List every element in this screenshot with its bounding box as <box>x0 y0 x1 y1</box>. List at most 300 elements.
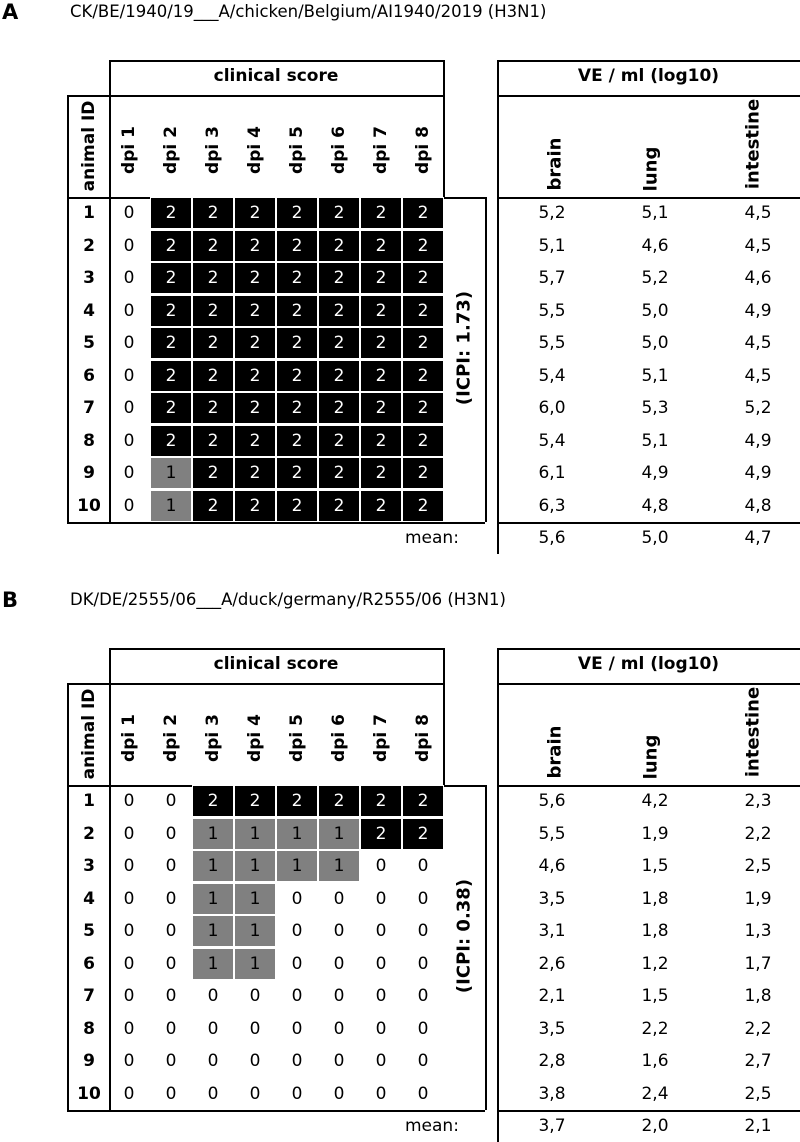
score-cell: 0 <box>291 1083 303 1104</box>
ve-value: 5,5 <box>538 823 566 844</box>
animal-id: 9 <box>83 1051 95 1071</box>
table-border <box>109 60 443 62</box>
score-cell: 2 <box>150 425 192 457</box>
ve-value: 4,9 <box>641 463 669 483</box>
dpi-label: dpi 3 <box>203 126 223 174</box>
score-cell: 0 <box>165 986 177 1006</box>
score-cell: 0 <box>123 856 135 876</box>
ve-value: 6,0 <box>538 398 566 418</box>
table-border <box>497 785 800 787</box>
score-cell: 0 <box>165 1018 177 1039</box>
ve-value: 4,9 <box>744 463 772 483</box>
table-border <box>67 1110 485 1112</box>
score-cell: 0 <box>417 888 429 909</box>
ve-value: 1,8 <box>641 921 669 941</box>
score-cell: 0 <box>165 1051 177 1071</box>
score-cell: 0 <box>417 986 429 1006</box>
score-cell: 0 <box>123 1018 135 1039</box>
animal-id: 5 <box>83 333 95 353</box>
dpi-label: dpi 7 <box>371 126 391 174</box>
animal-id: 10 <box>77 1083 101 1104</box>
score-cell: 2 <box>192 425 234 457</box>
score-cell: 0 <box>375 1083 387 1104</box>
score-cell: 1 <box>150 457 192 489</box>
score-cell: 2 <box>318 360 360 392</box>
score-cell: 0 <box>123 791 135 811</box>
organ-label: brain <box>544 725 566 779</box>
score-cell: 0 <box>249 1051 261 1071</box>
dpi-label: dpi 4 <box>245 126 265 174</box>
ve-value: 2,2 <box>744 823 772 844</box>
score-cell: 0 <box>123 203 135 223</box>
score-cell: 2 <box>150 262 192 294</box>
dpi-label: dpi 8 <box>413 714 433 762</box>
table-border <box>109 648 443 650</box>
score-cell: 2 <box>360 360 402 392</box>
ve-value: 2,2 <box>641 1018 669 1039</box>
score-cell: 0 <box>249 986 261 1006</box>
score-cell: 2 <box>318 392 360 424</box>
mean-value: 5,6 <box>538 528 566 548</box>
score-cell: 2 <box>318 425 360 457</box>
score-cell: 0 <box>375 1051 387 1071</box>
table-border <box>497 648 499 1142</box>
score-cell: 2 <box>234 197 276 229</box>
ve-value: 5,5 <box>538 333 566 353</box>
table-border <box>443 648 445 785</box>
score-cell: 0 <box>123 268 135 288</box>
score-cell: 1 <box>234 883 276 915</box>
score-cell: 0 <box>123 430 135 451</box>
dpi-label: dpi 6 <box>329 126 349 174</box>
dpi-label: dpi 7 <box>371 714 391 762</box>
ve-value: 2,5 <box>744 1083 772 1104</box>
ve-value: 5,3 <box>641 398 669 418</box>
score-cell: 0 <box>207 1051 219 1071</box>
ve-value: 4,2 <box>641 791 669 811</box>
ve-value: 5,2 <box>641 268 669 288</box>
score-cell: 2 <box>318 230 360 262</box>
animal-id: 7 <box>83 398 95 418</box>
animal-id: 3 <box>83 268 95 288</box>
dpi-label: dpi 3 <box>203 714 223 762</box>
dpi-label: dpi 8 <box>413 126 433 174</box>
score-cell: 2 <box>360 425 402 457</box>
mean-label: mean: <box>405 1116 459 1136</box>
ve-value: 4,9 <box>744 430 772 451</box>
score-cell: 1 <box>192 883 234 915</box>
mean-value: 5,0 <box>641 528 669 548</box>
score-cell: 0 <box>333 1051 345 1071</box>
score-cell: 0 <box>123 953 135 974</box>
animal-id: 6 <box>83 365 95 386</box>
score-cell: 0 <box>417 1051 429 1071</box>
score-cell: 2 <box>276 360 318 392</box>
animal-id: 9 <box>83 463 95 483</box>
mean-value: 2,1 <box>744 1116 772 1136</box>
score-cell: 2 <box>276 392 318 424</box>
score-cell: 0 <box>123 235 135 256</box>
score-cell: 2 <box>192 490 234 522</box>
score-cell: 0 <box>249 1018 261 1039</box>
score-cell: 0 <box>123 888 135 909</box>
dpi-label: dpi 2 <box>161 126 181 174</box>
table-border <box>67 683 443 685</box>
clinical-score-header: clinical score <box>213 654 339 674</box>
ve-value: 2,7 <box>744 1051 772 1071</box>
score-cell: 2 <box>360 262 402 294</box>
score-cell: 2 <box>402 425 444 457</box>
ve-value: 2,1 <box>538 986 566 1006</box>
score-cell: 2 <box>360 392 402 424</box>
score-cell: 2 <box>150 295 192 327</box>
score-cell: 0 <box>123 365 135 386</box>
score-cell: 2 <box>276 230 318 262</box>
ve-value: 5,2 <box>538 203 566 223</box>
animal-id-header: animal ID <box>79 100 99 192</box>
ve-value: 4,5 <box>744 365 772 386</box>
ve-value: 2,2 <box>744 1018 772 1039</box>
ve-value: 3,5 <box>538 888 566 909</box>
ve-value: 5,2 <box>744 398 772 418</box>
score-cell: 0 <box>165 953 177 974</box>
score-cell: 0 <box>207 986 219 1006</box>
mean-value: 2,0 <box>641 1116 669 1136</box>
organ-label: intestine <box>742 686 764 778</box>
ve-value: 4,5 <box>744 333 772 353</box>
animal-id: 1 <box>83 203 95 223</box>
table-border <box>497 60 499 554</box>
ve-value: 5,4 <box>538 365 566 386</box>
score-cell: 2 <box>402 490 444 522</box>
ve-header: VE / ml (log10) <box>577 66 720 86</box>
ve-value: 3,1 <box>538 921 566 941</box>
score-cell: 2 <box>192 262 234 294</box>
score-cell: 0 <box>333 888 345 909</box>
clinical-score-header: clinical score <box>213 66 339 86</box>
score-cell: 0 <box>375 856 387 876</box>
ve-value: 1,7 <box>744 953 772 974</box>
score-cell: 2 <box>150 197 192 229</box>
score-cell: 0 <box>165 888 177 909</box>
score-cell: 1 <box>192 850 234 882</box>
score-cell: 0 <box>291 888 303 909</box>
animal-id: 4 <box>83 300 95 321</box>
score-cell: 2 <box>192 197 234 229</box>
score-cell: 2 <box>234 457 276 489</box>
dpi-label: dpi 5 <box>287 714 307 762</box>
animal-id: 4 <box>83 888 95 909</box>
score-cell: 2 <box>276 295 318 327</box>
animal-id: 3 <box>83 856 95 876</box>
ve-value: 5,5 <box>538 300 566 321</box>
score-cell: 0 <box>165 856 177 876</box>
table-border <box>497 95 800 97</box>
score-cell: 1 <box>192 818 234 850</box>
score-cell: 2 <box>318 785 360 817</box>
panel-title: CK/BE/1940/19___A/chicken/Belgium/AI1940/2019 (H3N1) <box>70 2 547 21</box>
score-cell: 2 <box>360 230 402 262</box>
ve-value: 1,2 <box>641 953 669 974</box>
score-cell: 2 <box>318 262 360 294</box>
dpi-label: dpi 4 <box>245 714 265 762</box>
table-border <box>497 648 800 650</box>
score-cell: 2 <box>318 197 360 229</box>
animal-id: 5 <box>83 921 95 941</box>
table-border <box>497 197 800 199</box>
ve-value: 2,8 <box>538 1051 566 1071</box>
score-cell: 0 <box>123 398 135 418</box>
organ-label: lung <box>640 146 662 192</box>
score-cell: 2 <box>192 392 234 424</box>
score-cell: 1 <box>234 948 276 980</box>
score-cell: 0 <box>165 1083 177 1104</box>
score-cell: 0 <box>123 300 135 321</box>
animal-id: 2 <box>83 823 95 844</box>
score-cell: 2 <box>150 392 192 424</box>
ve-value: 3,5 <box>538 1018 566 1039</box>
animal-id: 10 <box>77 495 101 516</box>
score-cell: 0 <box>417 1083 429 1104</box>
score-cell: 0 <box>375 986 387 1006</box>
ve-value: 4,9 <box>744 300 772 321</box>
score-cell: 2 <box>192 230 234 262</box>
score-cell: 2 <box>234 425 276 457</box>
score-cell: 2 <box>276 785 318 817</box>
score-cell: 2 <box>234 490 276 522</box>
ve-value: 1,6 <box>641 1051 669 1071</box>
score-cell: 1 <box>318 818 360 850</box>
score-cell: 2 <box>150 360 192 392</box>
score-cell: 2 <box>234 360 276 392</box>
score-cell: 1 <box>276 850 318 882</box>
score-cell: 2 <box>150 230 192 262</box>
animal-id: 8 <box>83 1018 95 1039</box>
dpi-label: dpi 1 <box>119 714 139 762</box>
ve-value: 6,3 <box>538 495 566 516</box>
ve-value: 2,4 <box>641 1083 669 1104</box>
score-cell: 0 <box>375 953 387 974</box>
animal-id: 7 <box>83 986 95 1006</box>
score-cell: 0 <box>333 953 345 974</box>
organ-label: lung <box>640 734 662 780</box>
score-cell: 0 <box>123 986 135 1006</box>
mean-value: 4,7 <box>744 528 772 548</box>
ve-value: 4,8 <box>744 495 772 516</box>
score-cell: 1 <box>234 850 276 882</box>
mean-value: 3,7 <box>538 1116 566 1136</box>
score-cell: 2 <box>360 327 402 359</box>
score-cell: 0 <box>417 1018 429 1039</box>
animal-id: 8 <box>83 430 95 451</box>
mean-label: mean: <box>405 528 459 548</box>
dpi-label: dpi 2 <box>161 714 181 762</box>
score-cell: 0 <box>375 888 387 909</box>
icpi-label: (ICPI: 0.38) <box>453 878 475 993</box>
ve-value: 1,8 <box>641 888 669 909</box>
score-cell: 2 <box>402 295 444 327</box>
score-cell: 1 <box>192 948 234 980</box>
score-cell: 0 <box>417 921 429 941</box>
ve-value: 1,8 <box>744 986 772 1006</box>
ve-value: 5,0 <box>641 300 669 321</box>
score-cell: 0 <box>165 791 177 811</box>
ve-value: 5,1 <box>641 203 669 223</box>
score-cell: 0 <box>165 823 177 844</box>
ve-value: 4,5 <box>744 235 772 256</box>
score-cell: 2 <box>234 392 276 424</box>
score-cell: 0 <box>291 986 303 1006</box>
score-cell: 2 <box>402 262 444 294</box>
score-cell: 0 <box>291 921 303 941</box>
score-cell: 2 <box>360 457 402 489</box>
organ-label: brain <box>544 137 566 191</box>
score-cell: 0 <box>375 921 387 941</box>
score-cell: 2 <box>276 327 318 359</box>
table-border <box>67 95 443 97</box>
score-cell: 0 <box>123 921 135 941</box>
panel-letter: B <box>2 588 19 612</box>
score-cell: 2 <box>192 360 234 392</box>
score-cell: 0 <box>123 333 135 353</box>
ve-value: 4,5 <box>744 203 772 223</box>
score-cell: 0 <box>333 1018 345 1039</box>
score-cell: 2 <box>402 785 444 817</box>
score-cell: 0 <box>165 921 177 941</box>
ve-value: 5,0 <box>641 333 669 353</box>
score-cell: 2 <box>276 262 318 294</box>
score-cell: 1 <box>318 850 360 882</box>
score-cell: 2 <box>402 230 444 262</box>
ve-value: 1,9 <box>641 823 669 844</box>
score-cell: 2 <box>318 490 360 522</box>
score-cell: 2 <box>192 457 234 489</box>
animal-id-header: animal ID <box>79 688 99 780</box>
ve-value: 1,5 <box>641 986 669 1006</box>
ve-value: 5,1 <box>641 365 669 386</box>
score-cell: 2 <box>402 457 444 489</box>
score-cell: 2 <box>276 197 318 229</box>
score-cell: 2 <box>402 818 444 850</box>
ve-value: 5,1 <box>641 430 669 451</box>
score-cell: 2 <box>402 360 444 392</box>
score-cell: 2 <box>360 785 402 817</box>
score-cell: 2 <box>318 457 360 489</box>
score-cell: 2 <box>360 197 402 229</box>
score-cell: 2 <box>360 818 402 850</box>
score-cell: 0 <box>375 1018 387 1039</box>
score-cell: 2 <box>192 327 234 359</box>
score-cell: 2 <box>402 197 444 229</box>
animal-id: 2 <box>83 235 95 256</box>
score-cell: 2 <box>318 295 360 327</box>
score-cell: 2 <box>276 425 318 457</box>
table-border <box>443 60 445 197</box>
ve-value: 5,1 <box>538 235 566 256</box>
score-cell: 2 <box>318 327 360 359</box>
score-cell: 1 <box>150 490 192 522</box>
score-cell: 1 <box>276 818 318 850</box>
dpi-label: dpi 1 <box>119 126 139 174</box>
score-cell: 2 <box>402 327 444 359</box>
score-cell: 2 <box>192 295 234 327</box>
score-cell: 0 <box>291 1018 303 1039</box>
score-cell: 0 <box>123 1083 135 1104</box>
score-cell: 2 <box>360 490 402 522</box>
ve-value: 4,6 <box>744 268 772 288</box>
ve-value: 2,5 <box>744 856 772 876</box>
score-cell: 2 <box>234 295 276 327</box>
ve-value: 4,6 <box>641 235 669 256</box>
dpi-label: dpi 6 <box>329 714 349 762</box>
score-cell: 2 <box>234 327 276 359</box>
score-cell: 0 <box>333 986 345 1006</box>
icpi-label: (ICPI: 1.73) <box>453 290 475 405</box>
score-cell: 1 <box>234 915 276 947</box>
score-cell: 2 <box>402 392 444 424</box>
score-cell: 2 <box>360 295 402 327</box>
organ-label: intestine <box>742 98 764 190</box>
panel-letter: A <box>2 0 19 24</box>
score-cell: 2 <box>150 327 192 359</box>
score-cell: 0 <box>291 1051 303 1071</box>
score-cell: 0 <box>333 1083 345 1104</box>
score-cell: 2 <box>234 785 276 817</box>
score-cell: 0 <box>207 1018 219 1039</box>
animal-id: 1 <box>83 791 95 811</box>
ve-value: 3,8 <box>538 1083 566 1104</box>
ve-value: 2,3 <box>744 791 772 811</box>
score-cell: 0 <box>249 1083 261 1104</box>
score-cell: 0 <box>333 921 345 941</box>
ve-value: 4,6 <box>538 856 566 876</box>
score-cell: 0 <box>123 463 135 483</box>
ve-value: 1,5 <box>641 856 669 876</box>
ve-value: 5,7 <box>538 268 566 288</box>
table-border <box>485 197 487 522</box>
ve-value: 2,6 <box>538 953 566 974</box>
score-cell: 2 <box>234 230 276 262</box>
score-cell: 2 <box>234 262 276 294</box>
dpi-label: dpi 5 <box>287 126 307 174</box>
ve-value: 1,3 <box>744 921 772 941</box>
score-cell: 0 <box>417 953 429 974</box>
ve-value: 1,9 <box>744 888 772 909</box>
ve-value: 4,8 <box>641 495 669 516</box>
score-cell: 0 <box>207 1083 219 1104</box>
table-border <box>497 60 800 62</box>
score-cell: 2 <box>192 785 234 817</box>
ve-value: 5,4 <box>538 430 566 451</box>
score-cell: 0 <box>291 953 303 974</box>
table-border <box>497 683 800 685</box>
score-cell: 0 <box>417 856 429 876</box>
ve-value: 6,1 <box>538 463 566 483</box>
table-border <box>485 785 487 1110</box>
score-cell: 0 <box>123 823 135 844</box>
ve-value: 5,6 <box>538 791 566 811</box>
ve-header: VE / ml (log10) <box>577 654 720 674</box>
score-cell: 1 <box>192 915 234 947</box>
score-cell: 2 <box>276 457 318 489</box>
animal-id: 6 <box>83 953 95 974</box>
table-border <box>67 522 485 524</box>
score-cell: 1 <box>234 818 276 850</box>
score-cell: 0 <box>123 1051 135 1071</box>
score-cell: 0 <box>123 495 135 516</box>
panel-title: DK/DE/2555/06___A/duck/germany/R2555/06 (H3N1) <box>70 590 506 609</box>
score-cell: 2 <box>276 490 318 522</box>
